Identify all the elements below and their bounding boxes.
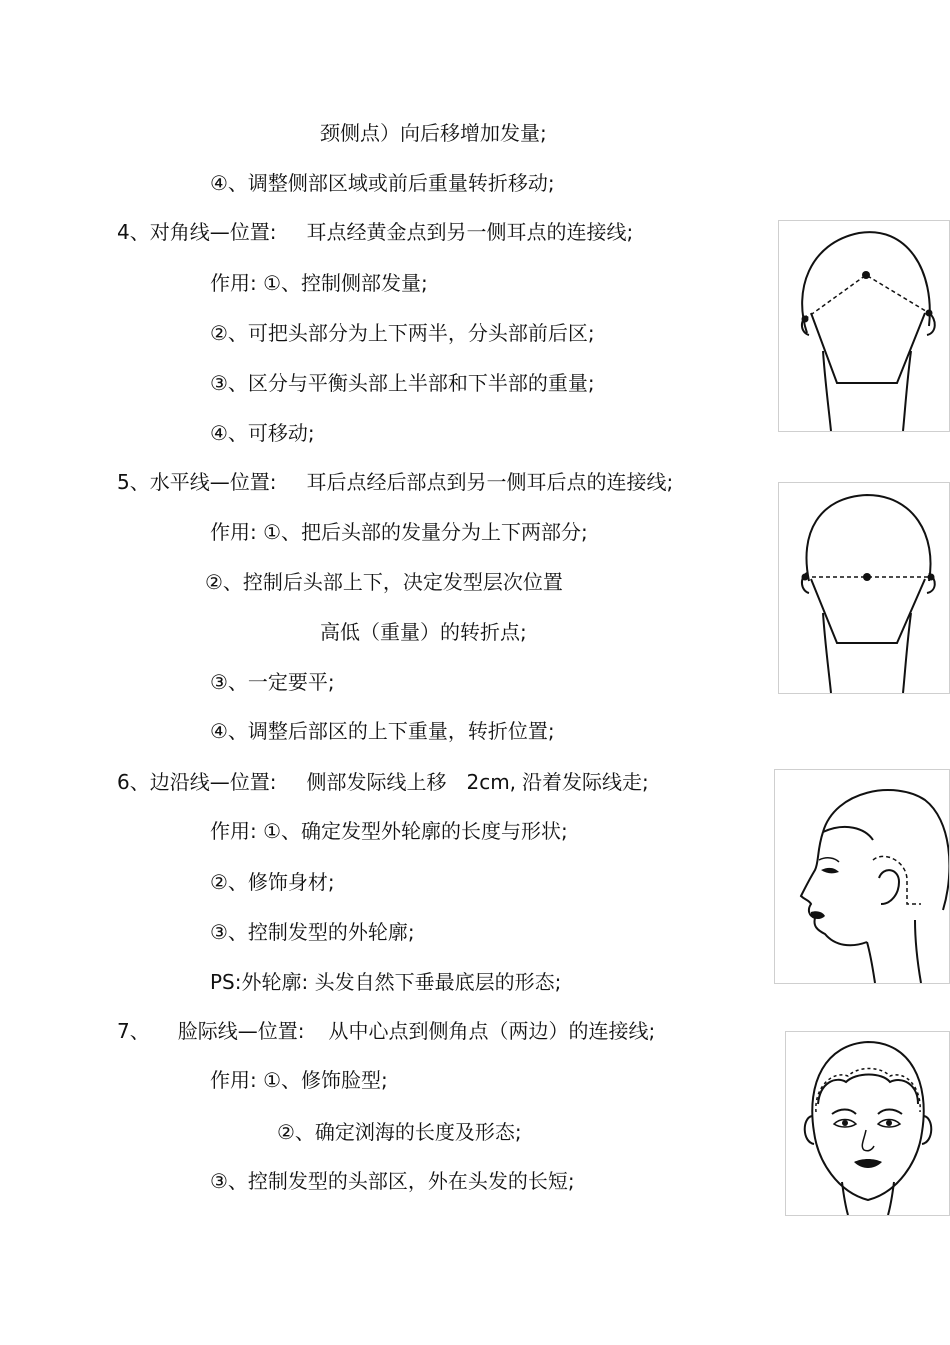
text-line: PS:外轮廓: 头发自然下垂最底层的形态; xyxy=(210,970,562,994)
text-line: ③、控制发型的头部区，外在头发的长短; xyxy=(210,1169,575,1193)
section-5-position: 耳后点经后部点到另一侧耳后点的连接线; xyxy=(306,470,674,494)
text-line: 作用: ①、把后头部的发量分为上下两部分; xyxy=(210,520,588,544)
section-4-label: 4、对角线—位置: xyxy=(117,220,277,244)
text-line: ②、修饰身材; xyxy=(210,870,335,894)
section-6-position-cont: 沿着发际线走; xyxy=(522,770,649,794)
text-line: ④、调整侧部区域或前后重量转折移动; xyxy=(210,171,555,195)
section-5-label: 5、水平线—位置: xyxy=(117,470,277,494)
section-6-heading xyxy=(117,770,649,794)
text-line: ②、可把头部分为上下两半，分头部前后区; xyxy=(210,321,595,345)
text-line: 颈侧点）向后移增加发量; xyxy=(320,121,547,145)
text-line: ②、确定浏海的长度及形态; xyxy=(277,1120,522,1144)
head-back-diagonal-line-icon xyxy=(778,220,950,432)
section-6-distance: 2cm, xyxy=(466,770,517,794)
section-5-heading xyxy=(117,470,673,494)
text-line: ③、区分与平衡头部上半部和下半部的重量; xyxy=(210,371,595,395)
text-line: ②、控制后头部上下，决定发型层次位置 xyxy=(205,570,563,594)
head-side-edge-line-icon xyxy=(774,769,950,984)
section-7-title: 脸际线—位置: xyxy=(177,1019,305,1043)
text-line: 高低（重量）的转折点; xyxy=(320,620,527,644)
text-line: ④、可移动; xyxy=(210,421,315,445)
text-line: ③、控制发型的外轮廓; xyxy=(210,920,415,944)
section-6-position: 侧部发际线上移 xyxy=(306,770,447,794)
section-6-label: 6、边沿线—位置: xyxy=(117,770,277,794)
section-7-position: 从中心点到侧角点（两边）的连接线; xyxy=(328,1019,656,1043)
head-front-face-line-icon xyxy=(785,1031,950,1216)
section-7-heading xyxy=(117,1019,655,1043)
text-line: ④、调整后部区的上下重量，转折位置; xyxy=(210,719,555,743)
section-7-label: 7、 xyxy=(117,1019,150,1043)
section-4-position: 耳点经黄金点到另一侧耳点的连接线; xyxy=(306,220,634,244)
text-line: 作用: ①、确定发型外轮廓的长度与形状; xyxy=(210,819,568,843)
head-back-horizontal-line-icon xyxy=(778,482,950,694)
section-4-heading xyxy=(117,220,633,244)
text-line: 作用: ①、控制侧部发量; xyxy=(210,271,428,295)
text-line: ③、一定要平; xyxy=(210,670,335,694)
text-line: 作用: ①、修饰脸型; xyxy=(210,1068,388,1092)
